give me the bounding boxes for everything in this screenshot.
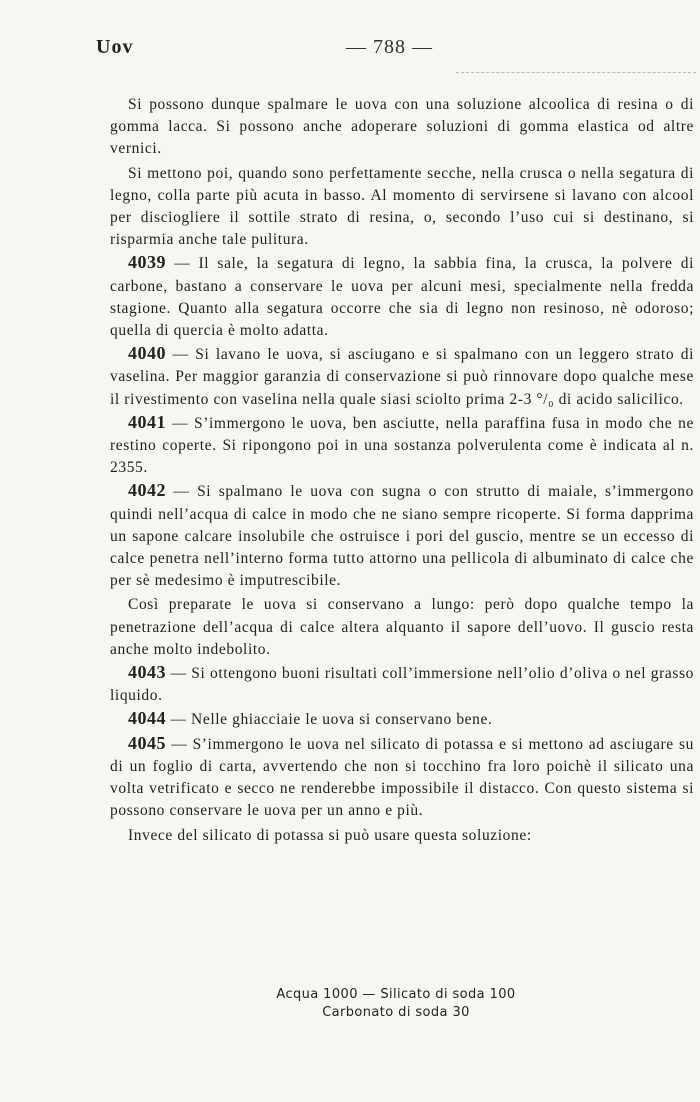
paragraph [110,92,694,161]
body-text [110,92,694,847]
paragraph [110,592,694,661]
entry-number: 4040 [128,343,166,364]
entry-number: 4039 [128,252,166,273]
paragraph [110,732,694,823]
recipe-line: Acqua 1000 — Silicato di soda 100 [276,987,516,1002]
paragraph-text: — S’immergono le uova nel silicato di potassa e si mettono ad asciugare su di un foglio di carta, avvertendo che non si tocchino fra loro poichè il silicato una volta vetrificato e secco ne renderebbe impossibile il distacco. Con questo sistema si possono conservare le uova per un anno e più. [110,735,694,820]
entry-number: 4041 [128,411,166,432]
entry-number: 4043 [128,662,166,683]
paragraph [110,479,694,592]
entry-number: 4044 [128,708,166,729]
paragraph-text: — Si ottengono buoni risultati coll’immersione nell’olio d’oliva o nel grasso liquido. [110,665,694,705]
paragraph [110,161,694,252]
page-number: — 788 — [346,36,433,58]
header-entry-word: Uov [96,36,134,58]
entry-number: 4045 [128,732,166,753]
header-rule [456,72,696,73]
paragraph [110,411,694,480]
paragraph-text: — Si spalmano le uova con sugna o con strutto di maiale, s’immergono quindi nell’acqua di calce in modo che ne siano sempre ricoperte. Si forma dapprima un sapone calcare insolubile che ostruisce i pori del guscio, mentre se un eccesso di calce penetra nell’interno forma tutto attorno una pellicola di albuminato di calce che per sè medesimo è imputrescibile. [110,483,694,590]
paragraph [110,661,694,707]
paragraph [110,707,694,731]
paragraph-text: Si possono dunque spalmare le uova con una soluzione alcoolica di resina o di gomma lacca. Si possono anche adoperare soluzioni di gomma elastica od altre vernici. [110,96,694,158]
recipe-formula [246,986,546,1022]
paragraph [110,251,694,342]
paragraph-text: — Nelle ghiacciaie le uova si conservano bene. [166,711,493,729]
paragraph-text: — Il sale, la segatura di legno, la sabbia fina, la crusca, la polvere di carbone, bastano a conservare le uova per alcuni mesi, specialmente nella fredda stagione. Quanto alla segatura occorre che sia di legno non resinoso, nè odoroso; quella di quercia è molto adatta. [110,255,694,340]
paragraph-text: Si mettono poi, quando sono perfettamente secche, nella crusca o nella segatura di legno, colla parte più acuta in basso. Al momento di servirsene si lavano con alcool per disciogliere il sottile strato di resina, o, secondo l’uso cui si destinano, si risparmia anche tale pulitura. [110,164,694,249]
paragraph [110,342,694,411]
running-header [96,34,696,64]
paragraph-text: — Si lavano le uova, si asciugano e si spalmano con un leggero strato di vaselina. Per maggior garanzia di conservazione si può rinnovare dopo qualche mese il rivestimento con vaselina nella quale siasi sciolto prima 2-3 °/₀ di acido salicilico. [110,346,694,408]
paragraph-text: — S’immergono le uova, ben asciutte, nella paraffina fusa in modo che ne restino coperte. Si ripongono poi in una sostanza polverulenta come è indicata al n. 2355. [110,414,694,477]
entry-number: 4042 [128,480,166,501]
paragraph-text: Invece del silicato di potassa si può usare questa soluzione: [128,826,532,844]
paragraph-text: Così preparate le uova si conservano a lungo: però dopo qualche tempo la penetrazione dell’acqua di calce altera alquanto il sapore dell’uovo. Il guscio resta anche molto indebolito. [110,596,694,658]
recipe-line: Carbonato di soda 30 [322,1005,470,1020]
paragraph [110,823,694,847]
